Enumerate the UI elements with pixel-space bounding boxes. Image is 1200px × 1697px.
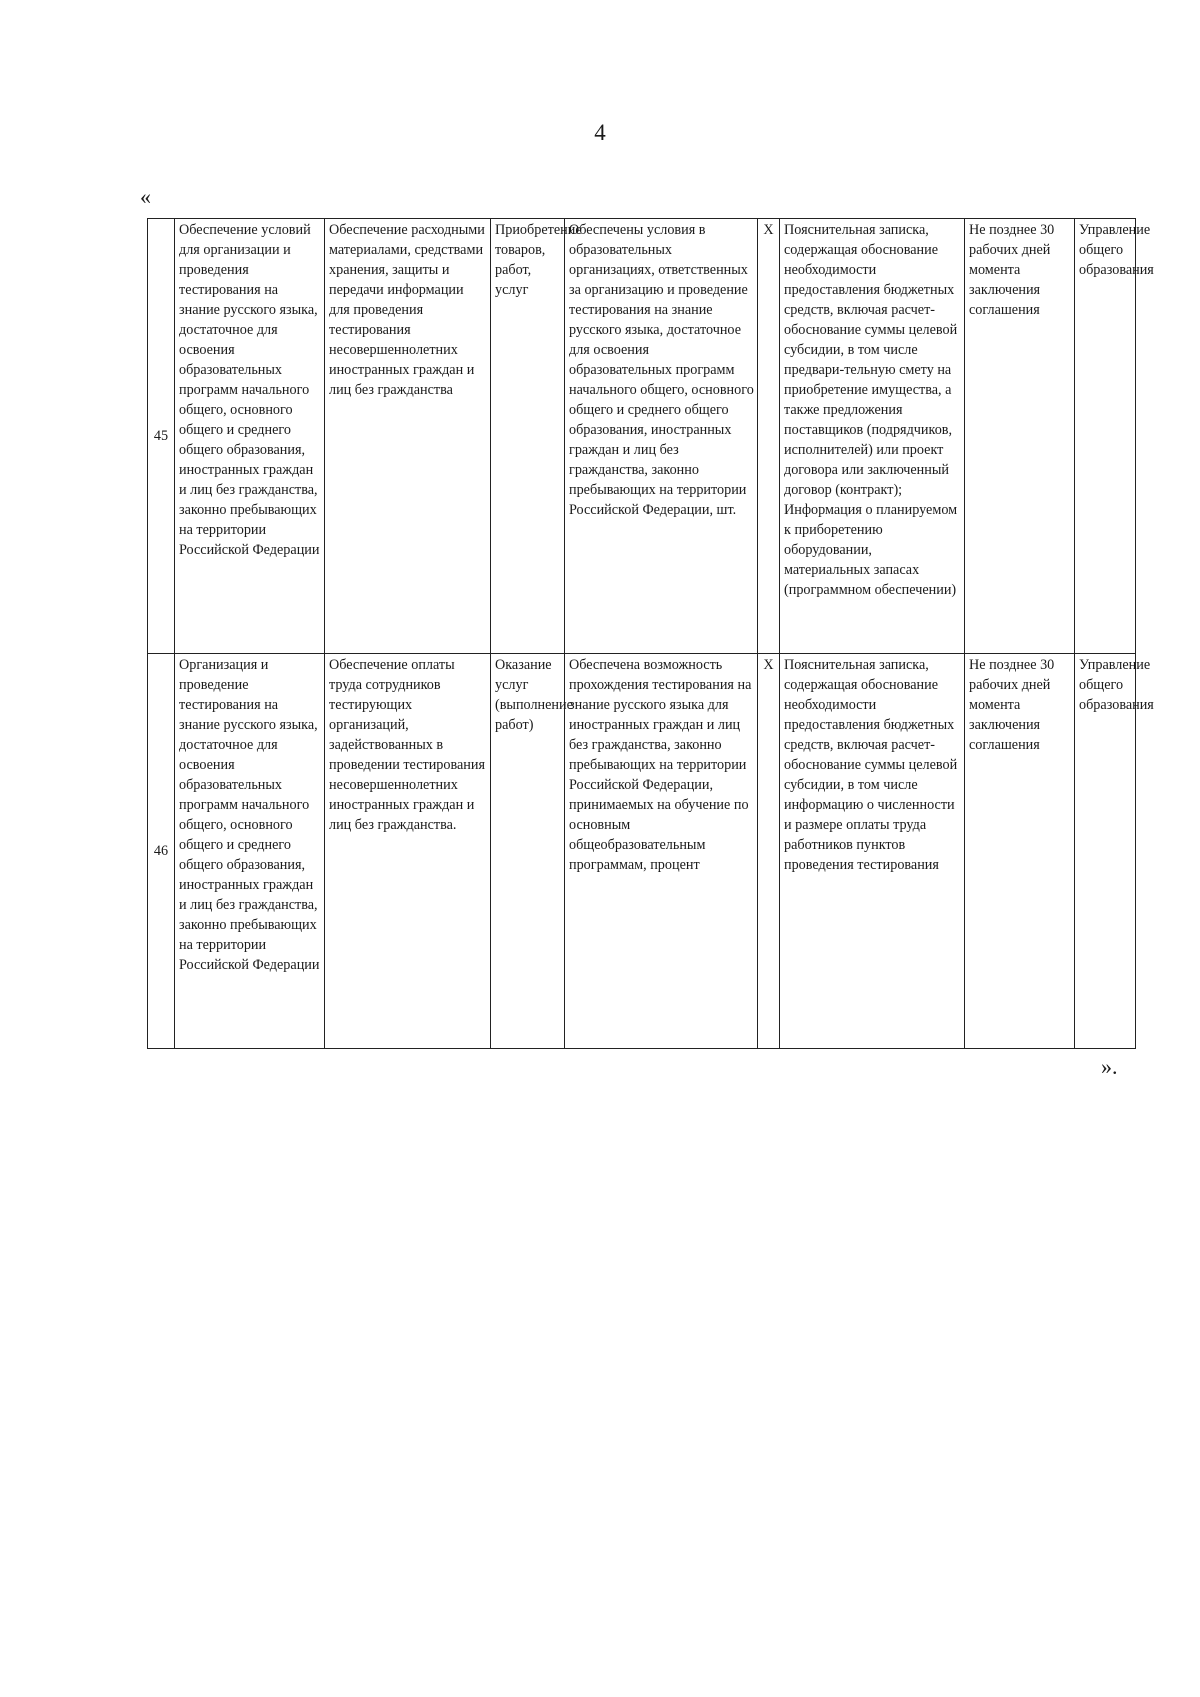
table-row [148, 654, 1136, 1049]
measures-table [147, 218, 1154, 1049]
expense-type-cell: Оказание услуг (выполнение работ) [491, 654, 565, 1049]
expense-direction-cell: Обеспечение расходными материалами, средствами хранения, защиты и передачи информации для проведения тестирования несовершеннолетних иностранных граждан и лиц без гражданства [325, 219, 491, 654]
documents-cell: Пояснительная записка, содержащая обоснование необходимости предоставления бюджетных средств, включая расчет-обоснование суммы целевой субсидии, в том числе информацию о численности и размере оплаты труда работников пунктов проведения тестирования [780, 654, 965, 1049]
deadline-cell: Не позднее 30 рабочих дней момента заключения соглашения [965, 654, 1075, 1049]
row-number: 45 [148, 219, 175, 654]
result-indicator-cell: Обеспечены условия в образовательных организациях, ответственных за организацию и проведение тестирования на знание русского языка, достаточное для освоения образовательных программ начального общего, основного общего и среднего общего образования, иностранных граждан и лиц без гражданства, законно пребывающих на территории Российской Федерации, шт. [565, 219, 758, 654]
result-indicator-cell: Обеспечена возможность прохождения тестирования на знание русского языка для иностранных граждан и лиц без гражданства, законно пребывающих на территории Российской Федерации, принимаемых на обучение по основным общеобразовательным программам, процент [565, 654, 758, 1049]
measure-name-cell: Обеспечение условий для организации и проведения тестирования на знание русского языка, достаточное для освоения образовательных программ начального общего, основного общего и среднего общего образования, иностранных граждан и лиц без гражданства, законно пребывающих на территории Российской Федерации [175, 219, 325, 654]
x-mark-cell: X [758, 654, 780, 1049]
deadline-cell: Не позднее 30 рабочих дней момента заключения соглашения [965, 219, 1075, 654]
closing-quote-mark: ». [1101, 1054, 1118, 1079]
responsible-cell: Управление общего образования [1075, 654, 1136, 1049]
page-number: 4 [594, 120, 606, 145]
opening-quote-mark: « [140, 184, 151, 209]
documents-cell: Пояснительная записка, содержащая обоснование необходимости предоставления бюджетных средств, включая расчет-обоснование суммы целевой субсидии, в том числе предвари-тельную смету на приобретение имущества, а также предложения поставщиков (подрядчиков, исполнителей) или проект договора или заключенный договор (контракт); Информация о планируемом к приборетению оборудовании, материальных запасах (программном обеспечении) [780, 219, 965, 654]
row-number: 46 [148, 654, 175, 1049]
expense-direction-cell: Обеспечение оплаты труда сотрудников тестирующих организаций, задействованных в проведении тестирования несовершеннолетних иностранных граждан и лиц без гражданства. [325, 654, 491, 1049]
table-row [148, 219, 1136, 654]
responsible-cell: Управление общего образования [1075, 219, 1136, 654]
x-mark-cell: X [758, 219, 780, 654]
measure-name-cell: Организация и проведение тестирования на знание русского языка, достаточное для освоения образовательных программ начального общего, основного общего и среднего общего образования, иностранных граждан и лиц без гражданства, законно пребывающих на территории Российской Федерации [175, 654, 325, 1049]
expense-type-cell: Приобретение товаров, работ, услуг [491, 219, 565, 654]
